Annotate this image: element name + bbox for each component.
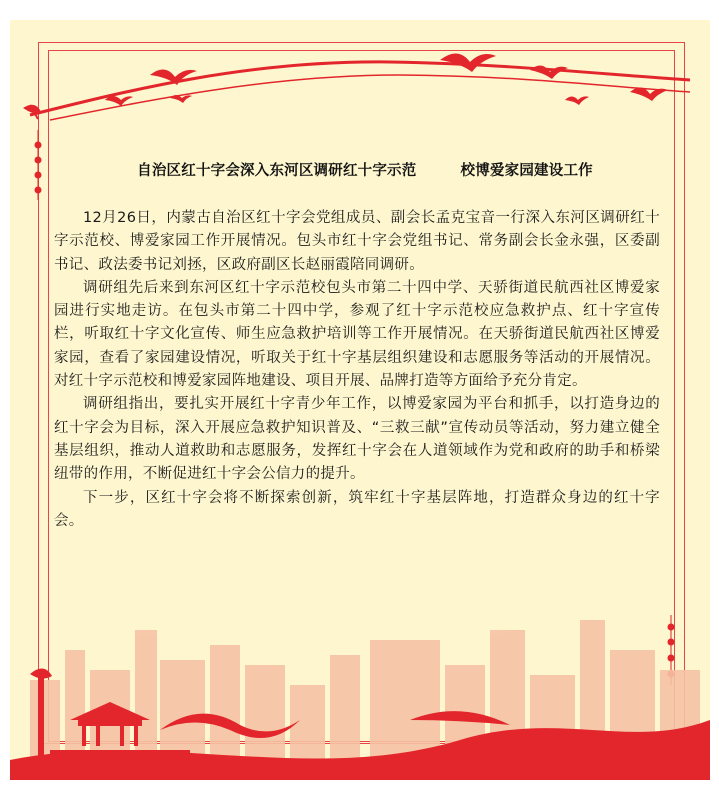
paragraph: 调研组指出，要扎实开展红十字青少年工作，以博爱家园为平台和抓手，以打造身边的红十字会为目标，深入开展应急救护知识普及、“三救三献”宣传动员等活动，努力建立健全基层组织，推动人道救助和志愿服务，发挥红十字会在人道领域作为党和政府的助手和桥梁纽带的作用，不断促进红十字会公信力的提升。 [54,396,660,483]
paragraph: 调研组先后来到东河区红十字示范校包头市第二十四中学、天骄街道民航西社区博爱家园进行实地走访。在包头市第二十四中学，参观了红十字示范校应急救护点、红十字宣传栏，听取红十字文化宣传、师生应急救护培训等工作开展情况。在天骄街道民航西社区博爱家园，查看了家园建设情况，听取关于红十字基层组织建设和志愿服务等活动的开展情况。对红十字示范校和博爱家园阵地建设、项目开展、品牌打造等方面给予充分肯定。 [54,279,660,390]
city-skyline-decoration [10,610,710,780]
article-page [10,20,710,780]
bird-icon [530,65,568,79]
paragraph: 下一步，区红十字会将不断探索创新，筑牢红十字基层阵地，打造群众身边的红十字会。 [54,489,660,529]
bird-icon [170,95,192,103]
left-dots-decoration [35,130,42,200]
bird-icon [565,96,589,105]
paragraph: 12月26日，内蒙古自治区红十字会党组成员、副会长孟克宝音一行深入东河区调研红十字示范校、博爱家园工作开展情况。包头市红十字会党组书记、常务副会长金永强，区委副书记、政法委书记刘拯，区政府副区长赵丽霞陪同调研。 [54,210,660,273]
article-title: 自治区红十字会深入东河区调研红十字示范 校博爱家园建设工作 [137,163,593,179]
article-body [54,207,660,533]
